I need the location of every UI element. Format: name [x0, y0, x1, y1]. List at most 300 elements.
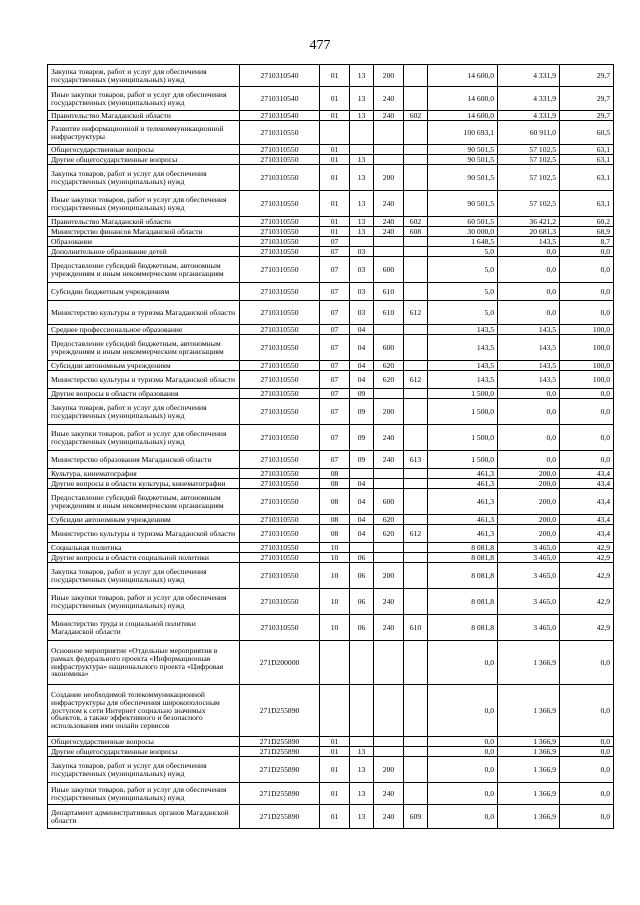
program-code: 2710310540	[240, 65, 320, 87]
planned-amount: 8 081,8	[428, 543, 498, 553]
table-row	[48, 399, 614, 425]
subsection-code: 09	[350, 425, 374, 451]
table-row	[48, 641, 614, 685]
expense-type-code: 240	[374, 589, 404, 615]
planned-amount: 90 501,5	[428, 145, 498, 155]
subsection-code: 09	[350, 451, 374, 469]
executed-amount: 3 465,0	[498, 553, 560, 563]
execution-percent: 29,7	[560, 87, 614, 111]
expense-type-code	[374, 237, 404, 247]
executed-amount: 143,5	[498, 335, 560, 361]
expense-type-code: 240	[374, 111, 404, 121]
subsection-code: 04	[350, 489, 374, 515]
section-code: 01	[320, 111, 350, 121]
section-code: 07	[320, 335, 350, 361]
section-code: 07	[320, 451, 350, 469]
table-row	[48, 325, 614, 335]
table-row	[48, 155, 614, 165]
section-code: 07	[320, 425, 350, 451]
execution-percent: 68,9	[560, 227, 614, 237]
section-code: 01	[320, 783, 350, 805]
agency-code	[404, 479, 428, 489]
subsection-code	[350, 469, 374, 479]
subsection-code: 04	[350, 335, 374, 361]
agency-code	[404, 641, 428, 685]
section-code	[320, 121, 350, 145]
agency-code	[404, 425, 428, 451]
section-code: 07	[320, 325, 350, 335]
section-code: 08	[320, 525, 350, 543]
subsection-code: 13	[350, 747, 374, 757]
execution-percent: 43,4	[560, 469, 614, 479]
executed-amount: 0,0	[498, 451, 560, 469]
planned-amount: 5,0	[428, 247, 498, 257]
planned-amount: 1 500,0	[428, 389, 498, 399]
executed-amount: 143,5	[498, 361, 560, 371]
expense-type-code	[374, 325, 404, 335]
section-code	[320, 641, 350, 685]
program-code: 271D255890	[240, 805, 320, 829]
program-code: 2710310550	[240, 361, 320, 371]
table-row	[48, 615, 614, 641]
executed-amount: 1 366,9	[498, 805, 560, 829]
table-row	[48, 371, 614, 389]
section-code	[320, 685, 350, 737]
executed-amount: 200,0	[498, 525, 560, 543]
section-code: 01	[320, 737, 350, 747]
agency-code	[404, 145, 428, 155]
subsection-code: 13	[350, 165, 374, 191]
planned-amount: 8 081,8	[428, 589, 498, 615]
row-name: Предоставление субсидий бюджетным, автономным учреждениям и иным некоммерческим организациям	[48, 257, 240, 283]
agency-code	[404, 685, 428, 737]
execution-percent: 0,0	[560, 283, 614, 301]
program-code: 2710310550	[240, 371, 320, 389]
planned-amount: 14 600,0	[428, 87, 498, 111]
row-name: Субсидии бюджетным учреждениям	[48, 283, 240, 301]
agency-code	[404, 589, 428, 615]
page-number: 477	[309, 38, 331, 53]
executed-amount: 143,5	[498, 237, 560, 247]
agency-code	[404, 87, 428, 111]
agency-code	[404, 515, 428, 525]
expense-type-code: 200	[374, 65, 404, 87]
execution-percent: 63,1	[560, 191, 614, 217]
planned-amount: 100 693,1	[428, 121, 498, 145]
executed-amount: 200,0	[498, 469, 560, 479]
execution-percent: 29,7	[560, 111, 614, 121]
subsection-code: 04	[350, 325, 374, 335]
table-row	[48, 65, 614, 87]
expense-type-code	[374, 479, 404, 489]
agency-code	[404, 361, 428, 371]
table-row	[48, 563, 614, 589]
planned-amount: 0,0	[428, 641, 498, 685]
planned-amount: 1 500,0	[428, 399, 498, 425]
agency-code	[404, 747, 428, 757]
subsection-code: 03	[350, 301, 374, 325]
expense-type-code: 240	[374, 783, 404, 805]
execution-percent: 0,0	[560, 757, 614, 783]
program-code: 2710310550	[240, 335, 320, 361]
table-row	[48, 301, 614, 325]
subsection-code: 13	[350, 87, 374, 111]
subsection-code: 13	[350, 227, 374, 237]
section-code: 10	[320, 615, 350, 641]
row-name: Другие вопросы в области культуры, кинематографии	[48, 479, 240, 489]
section-code: 10	[320, 563, 350, 589]
agency-code	[404, 191, 428, 217]
program-code: 2710310540	[240, 87, 320, 111]
row-name: Министерство образования Магаданской области	[48, 451, 240, 469]
execution-percent: 0,0	[560, 389, 614, 399]
execution-percent: 0,0	[560, 399, 614, 425]
section-code: 01	[320, 805, 350, 829]
subsection-code: 03	[350, 283, 374, 301]
expense-type-code: 240	[374, 805, 404, 829]
executed-amount: 0,0	[498, 399, 560, 425]
table-row	[48, 685, 614, 737]
program-code: 271D255890	[240, 783, 320, 805]
expense-type-code	[374, 747, 404, 757]
executed-amount: 4 331,9	[498, 87, 560, 111]
subsection-code	[350, 641, 374, 685]
table-row	[48, 361, 614, 371]
planned-amount: 461,3	[428, 489, 498, 515]
executed-amount: 4 331,9	[498, 65, 560, 87]
expense-type-code	[374, 543, 404, 553]
execution-percent: 0,0	[560, 747, 614, 757]
planned-amount: 8 081,8	[428, 615, 498, 641]
section-code: 07	[320, 257, 350, 283]
row-name: Департамент административных органов Магаданской области	[48, 805, 240, 829]
expense-type-code	[374, 121, 404, 145]
table-row	[48, 425, 614, 451]
execution-percent: 42,9	[560, 589, 614, 615]
row-name: Закупка товаров, работ и услуг для обеспечения государственных (муниципальных) нужд	[48, 563, 240, 589]
planned-amount: 461,3	[428, 525, 498, 543]
agency-code	[404, 121, 428, 145]
section-code: 07	[320, 389, 350, 399]
program-code: 271D255890	[240, 747, 320, 757]
execution-percent: 29,7	[560, 65, 614, 87]
agency-code: 602	[404, 111, 428, 121]
program-code: 2710310550	[240, 615, 320, 641]
row-name: Другие вопросы в области образования	[48, 389, 240, 399]
subsection-code	[350, 685, 374, 737]
agency-code	[404, 165, 428, 191]
executed-amount: 0,0	[498, 257, 560, 283]
program-code: 2710310550	[240, 283, 320, 301]
row-name: Министерство культуры и туризма Магаданской области	[48, 525, 240, 543]
section-code: 01	[320, 65, 350, 87]
execution-percent: 100,0	[560, 335, 614, 361]
section-code: 07	[320, 371, 350, 389]
expense-type-code: 240	[374, 191, 404, 217]
row-name: Основное мероприятие «Отдельные мероприятия в рамках федерального проекта «Информационная инфраструктура» национального проекта «Цифровая экономика»	[48, 641, 240, 685]
program-code: 2710310550	[240, 257, 320, 283]
row-name: Закупка товаров, работ и услуг для обеспечения государственных (муниципальных) нужд	[48, 757, 240, 783]
planned-amount: 461,3	[428, 515, 498, 525]
expense-type-code: 610	[374, 301, 404, 325]
executed-amount: 0,0	[498, 301, 560, 325]
planned-amount: 1 500,0	[428, 451, 498, 469]
table-row	[48, 525, 614, 543]
agency-code	[404, 335, 428, 361]
expense-type-code: 620	[374, 371, 404, 389]
execution-percent: 0,0	[560, 425, 614, 451]
execution-percent: 43,4	[560, 525, 614, 543]
executed-amount: 0,0	[498, 283, 560, 301]
planned-amount: 5,0	[428, 257, 498, 283]
agency-code	[404, 737, 428, 747]
executed-amount: 57 102,5	[498, 165, 560, 191]
row-name: Другие вопросы в области социальной политики	[48, 553, 240, 563]
expense-type-code: 240	[374, 87, 404, 111]
execution-percent: 0,0	[560, 301, 614, 325]
row-name: Министерство труда и социальной политики Магаданской области	[48, 615, 240, 641]
row-name: Иные закупки товаров, работ и услуг для обеспечения государственных (муниципальных) нужд	[48, 589, 240, 615]
expense-type-code: 600	[374, 335, 404, 361]
expense-type-code	[374, 685, 404, 737]
executed-amount: 3 465,0	[498, 563, 560, 589]
table-row	[48, 553, 614, 563]
row-name: Среднее профессиональное образование	[48, 325, 240, 335]
table-row	[48, 389, 614, 399]
subsection-code: 13	[350, 757, 374, 783]
table-row	[48, 145, 614, 155]
executed-amount: 1 366,9	[498, 685, 560, 737]
subsection-code	[350, 145, 374, 155]
agency-code	[404, 543, 428, 553]
program-code: 2710310550	[240, 515, 320, 525]
executed-amount: 1 366,9	[498, 737, 560, 747]
section-code: 01	[320, 747, 350, 757]
planned-amount: 143,5	[428, 371, 498, 389]
program-code: 2710310550	[240, 543, 320, 553]
agency-code	[404, 65, 428, 87]
agency-code	[404, 247, 428, 257]
expense-type-code: 620	[374, 515, 404, 525]
subsection-code: 13	[350, 191, 374, 217]
planned-amount: 0,0	[428, 685, 498, 737]
subsection-code: 06	[350, 563, 374, 589]
program-code: 271D200000	[240, 641, 320, 685]
program-code: 2710310550	[240, 563, 320, 589]
program-code: 2710310550	[240, 301, 320, 325]
row-name: Развитие информационной и телекоммуникационной инфраструктуры	[48, 121, 240, 145]
row-name: Культура, кинематография	[48, 469, 240, 479]
agency-code: 612	[404, 371, 428, 389]
executed-amount: 57 102,5	[498, 191, 560, 217]
executed-amount: 57 102,5	[498, 145, 560, 155]
table-row	[48, 87, 614, 111]
agency-code	[404, 399, 428, 425]
expense-type-code: 610	[374, 283, 404, 301]
execution-percent: 8,7	[560, 237, 614, 247]
executed-amount: 200,0	[498, 515, 560, 525]
executed-amount: 143,5	[498, 371, 560, 389]
program-code: 2710310550	[240, 589, 320, 615]
executed-amount: 0,0	[498, 389, 560, 399]
subsection-code	[350, 121, 374, 145]
planned-amount: 90 501,5	[428, 165, 498, 191]
expense-type-code: 200	[374, 165, 404, 191]
planned-amount: 8 081,8	[428, 553, 498, 563]
program-code: 2710310550	[240, 451, 320, 469]
table-row	[48, 257, 614, 283]
table-row	[48, 589, 614, 615]
subsection-code: 13	[350, 783, 374, 805]
program-code: 2710310550	[240, 479, 320, 489]
subsection-code: 09	[350, 389, 374, 399]
row-name: Министерство культуры и туризма Магаданской области	[48, 301, 240, 325]
subsection-code: 04	[350, 479, 374, 489]
budget-execution-table	[47, 64, 614, 829]
executed-amount: 36 421,2	[498, 217, 560, 227]
subsection-code: 04	[350, 525, 374, 543]
agency-code	[404, 237, 428, 247]
expense-type-code	[374, 737, 404, 747]
execution-percent: 43,4	[560, 489, 614, 515]
table-row	[48, 165, 614, 191]
expense-type-code	[374, 389, 404, 399]
expense-type-code: 240	[374, 217, 404, 227]
row-name: Социальная политика	[48, 543, 240, 553]
execution-percent: 0,0	[560, 685, 614, 737]
planned-amount: 5,0	[428, 301, 498, 325]
subsection-code: 13	[350, 111, 374, 121]
program-code: 2710310550	[240, 145, 320, 155]
section-code: 01	[320, 165, 350, 191]
program-code: 2710310550	[240, 425, 320, 451]
executed-amount: 200,0	[498, 489, 560, 515]
row-name: Создание необходимой телекоммуникационной инфраструктуры для обеспечения широкополосным доступом к сети Интернет социально значимых объектов, а также эффективного и безопасного использования ими онлайн сервисов	[48, 685, 240, 737]
row-name: Закупка товаров, работ и услуг для обеспечения государственных (муниципальных) нужд	[48, 65, 240, 87]
row-name: Закупка товаров, работ и услуг для обеспечения государственных (муниципальных) нужд	[48, 399, 240, 425]
agency-code: 612	[404, 301, 428, 325]
row-name: Другие общегосударственные вопросы	[48, 747, 240, 757]
section-code: 07	[320, 237, 350, 247]
execution-percent: 43,4	[560, 515, 614, 525]
expense-type-code: 240	[374, 227, 404, 237]
section-code: 01	[320, 87, 350, 111]
section-code: 01	[320, 227, 350, 237]
expense-type-code: 620	[374, 525, 404, 543]
expense-type-code: 600	[374, 489, 404, 515]
subsection-code: 13	[350, 155, 374, 165]
section-code: 01	[320, 757, 350, 783]
agency-code	[404, 553, 428, 563]
execution-percent: 42,9	[560, 615, 614, 641]
execution-percent: 0,0	[560, 257, 614, 283]
execution-percent: 42,9	[560, 543, 614, 553]
expense-type-code: 600	[374, 257, 404, 283]
expense-type-code: 240	[374, 425, 404, 451]
agency-code: 609	[404, 805, 428, 829]
agency-code	[404, 325, 428, 335]
table-row	[48, 805, 614, 829]
planned-amount: 5,0	[428, 283, 498, 301]
subsection-code: 04	[350, 361, 374, 371]
executed-amount: 57 102,5	[498, 155, 560, 165]
execution-percent: 0,0	[560, 641, 614, 685]
table-row	[48, 111, 614, 121]
expense-type-code	[374, 247, 404, 257]
executed-amount: 200,0	[498, 479, 560, 489]
section-code: 01	[320, 155, 350, 165]
program-code: 2710310550	[240, 399, 320, 425]
subsection-code	[350, 543, 374, 553]
section-code: 10	[320, 543, 350, 553]
program-code: 2710310550	[240, 389, 320, 399]
execution-percent: 63,1	[560, 145, 614, 155]
table-row	[48, 479, 614, 489]
agency-code	[404, 757, 428, 783]
planned-amount: 30 000,0	[428, 227, 498, 237]
expense-type-code	[374, 145, 404, 155]
subsection-code: 09	[350, 399, 374, 425]
executed-amount: 1 366,9	[498, 783, 560, 805]
expense-type-code: 200	[374, 757, 404, 783]
subsection-code: 04	[350, 371, 374, 389]
table-row	[48, 489, 614, 515]
table-row	[48, 737, 614, 747]
section-code: 08	[320, 469, 350, 479]
row-name: Субсидии автономным учреждениям	[48, 515, 240, 525]
executed-amount: 3 465,0	[498, 589, 560, 615]
section-code: 10	[320, 589, 350, 615]
execution-percent: 0,0	[560, 247, 614, 257]
agency-code: 602	[404, 217, 428, 227]
execution-percent: 100,0	[560, 325, 614, 335]
planned-amount: 90 501,5	[428, 191, 498, 217]
subsection-code: 04	[350, 515, 374, 525]
planned-amount: 1 648,5	[428, 237, 498, 247]
program-code: 2710310550	[240, 227, 320, 237]
section-code: 07	[320, 283, 350, 301]
subsection-code: 06	[350, 553, 374, 563]
expense-type-code: 200	[374, 399, 404, 425]
section-code: 01	[320, 145, 350, 155]
table-row	[48, 247, 614, 257]
subsection-code: 03	[350, 257, 374, 283]
execution-percent: 0,0	[560, 783, 614, 805]
execution-percent: 42,9	[560, 563, 614, 589]
table-row	[48, 543, 614, 553]
subsection-code: 13	[350, 217, 374, 227]
planned-amount: 14 600,0	[428, 65, 498, 87]
expense-type-code: 240	[374, 615, 404, 641]
table-row	[48, 469, 614, 479]
row-name: Субсидии автономным учреждениям	[48, 361, 240, 371]
table-row	[48, 283, 614, 301]
program-code: 2710310550	[240, 525, 320, 543]
execution-percent: 63,1	[560, 165, 614, 191]
expense-type-code: 620	[374, 361, 404, 371]
section-code: 07	[320, 301, 350, 325]
executed-amount: 1 366,9	[498, 747, 560, 757]
row-name: Министерство культуры и туризма Магаданской области	[48, 371, 240, 389]
subsection-code	[350, 237, 374, 247]
program-code: 2710310550	[240, 155, 320, 165]
execution-percent: 100,0	[560, 371, 614, 389]
table-row	[48, 747, 614, 757]
section-code: 07	[320, 361, 350, 371]
table-row	[48, 783, 614, 805]
row-name: Иные закупки товаров, работ и услуг для обеспечения государственных (муниципальных) нужд	[48, 425, 240, 451]
subsection-code: 13	[350, 805, 374, 829]
